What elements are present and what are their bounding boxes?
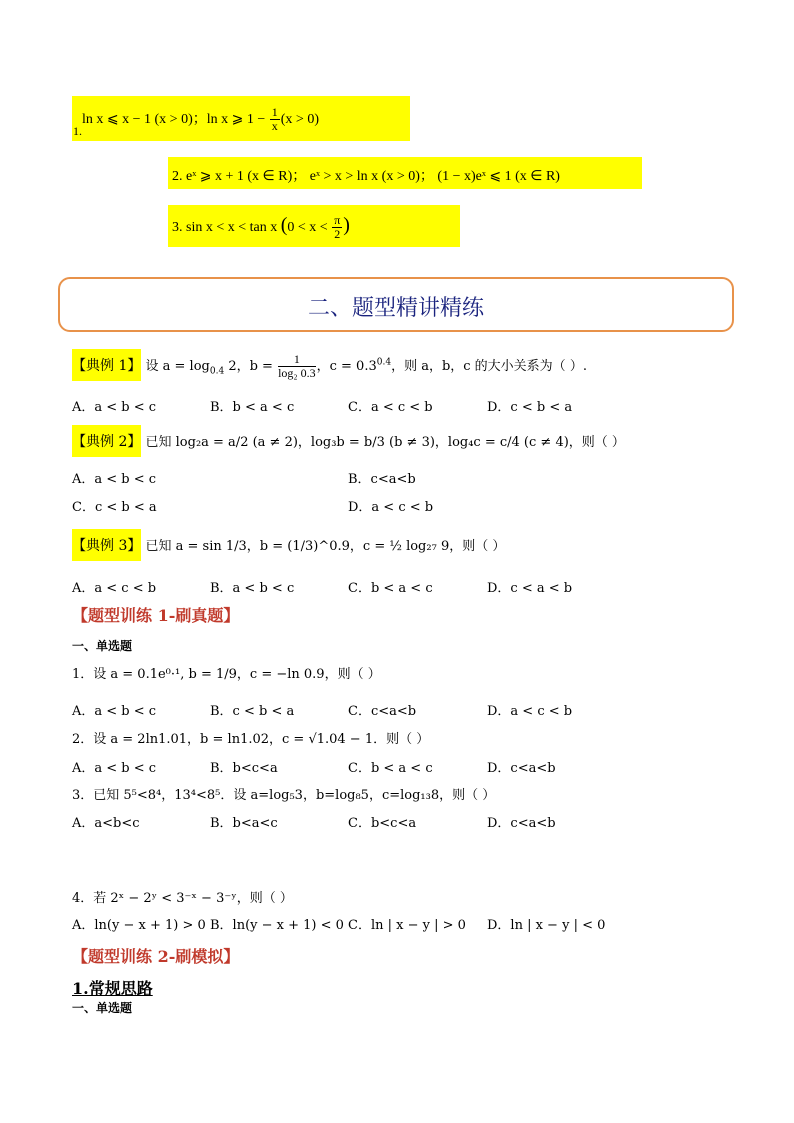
example-2-option-a: A．a < b < c bbox=[72, 472, 157, 487]
q2-option-a: A．a < b < c bbox=[72, 761, 157, 776]
example-3-option-d: D．c < a < b bbox=[487, 581, 573, 596]
q3-option-c: C．b<c<a bbox=[348, 816, 417, 831]
formula-3: 3. sin x < x < tan x (0 < x < $\frac{\pi}{2}$ ) bbox=[172, 213, 350, 242]
example-3-stem: 【典例 3】 已知 a = sin 1/3，b = (1/3)^0.9，c = ½ log₂₇ 9，则（ ） bbox=[72, 529, 505, 561]
example-3-option-c: C．b < a < c bbox=[348, 581, 433, 596]
section-title: 二、题型精讲精练 bbox=[307, 296, 484, 321]
q4-option-a: A．ln(y − x + 1) > 0 bbox=[72, 918, 206, 933]
q4-option-d: D．ln | x − y | < 0 bbox=[487, 918, 606, 933]
training-1-q3: 3．已知 5⁵<8⁴，13⁴<8⁵．设 a=log₅3，b=log₈5，c=log₁₃8，则（ ） bbox=[72, 788, 496, 803]
example-2-option-d: D．a < c < b bbox=[348, 500, 434, 515]
q4-option-b: B．ln(y − x + 1) < 0 bbox=[210, 918, 344, 933]
q1-option-c: C．c<a<b bbox=[348, 704, 417, 719]
example-2-stem: 【典例 2】 已知 log₂a = a/2 (a ≠ 2)，log₃b = b/3 (b ≠ 3)，log₄c = c/4 (c ≠ 4)，则（ ） bbox=[72, 425, 625, 457]
example-1-stem: 【典例 1】 设 $a = \log_{0.4} 2$，b = $\frac{1}{\text{log₂ 0.3}}$ ，$c = 0.3^{0.4}$，则 a，b，c 的大小关系为（ ）. bbox=[72, 349, 587, 381]
example-1-option-b: B．b < a < c bbox=[210, 400, 295, 415]
training-2-section: 一、单选题 bbox=[72, 1001, 133, 1015]
training-1-subheader: 一、单选题 bbox=[72, 639, 133, 653]
training-1-q2: 2．设 a = 2ln1.01，b = ln1.02，c = √1.04 − 1．则（ ） bbox=[72, 732, 430, 747]
example-3-tag: 【典例 3】 bbox=[72, 529, 141, 561]
formula-1: ln x ⩽ x − 1 (x > 0)；ln x ⩾ 1 − $\frac{1}{x}$ (x > 0) bbox=[82, 105, 319, 134]
q2-option-c: C．b < a < c bbox=[348, 761, 433, 776]
training-1-q4: 4．若 2ˣ − 2ʸ < 3⁻ˣ − 3⁻ʸ，则（ ） bbox=[72, 891, 293, 906]
q2-option-d: D．c<a<b bbox=[487, 761, 556, 776]
q3-option-b: B．b<a<c bbox=[210, 816, 278, 831]
training-1-q1: 1．设 a = 0.1e⁰·¹, b = 1/9，c = −ln 0.9，则（ ） bbox=[72, 667, 381, 682]
q1-option-a: A．a < b < c bbox=[72, 704, 157, 719]
training-2-subheader: 1.常规思路 bbox=[72, 979, 153, 998]
example-1-tag: 【典例 1】 bbox=[72, 349, 141, 381]
example-3-option-b: B．a < b < c bbox=[210, 581, 295, 596]
example-2-tag: 【典例 2】 bbox=[72, 425, 141, 457]
formula-2: 2. eˣ ⩾ x + 1 (x ∈ R)； eˣ > x > ln x (x > 0)； (1 − x)eˣ ⩽ 1 (x ∈ R) bbox=[172, 169, 560, 184]
example-1-option-d: D．c < b < a bbox=[487, 400, 573, 415]
example-2-option-c: C．c < b < a bbox=[72, 500, 157, 515]
example-2-option-b: B．c<a<b bbox=[348, 472, 416, 487]
formula-1-label: 1. bbox=[73, 124, 82, 138]
training-1-header: 【题型训练 1-刷真题】 bbox=[72, 606, 240, 625]
example-1-option-a: A．a < b < c bbox=[72, 400, 157, 415]
q1-option-b: B．c < b < a bbox=[210, 704, 295, 719]
q2-option-b: B．b<c<a bbox=[210, 761, 278, 776]
q1-option-d: D．a < c < b bbox=[487, 704, 573, 719]
q3-option-a: A．a<b<c bbox=[72, 816, 140, 831]
training-2-header: 【题型训练 2-刷模拟】 bbox=[72, 947, 240, 966]
q3-option-d: D．c<a<b bbox=[487, 816, 556, 831]
example-1-option-c: C．a < c < b bbox=[348, 400, 433, 415]
example-3-option-a: A．a < c < b bbox=[72, 581, 157, 596]
section-title-box bbox=[58, 277, 734, 332]
q4-option-c: C．ln | x − y | > 0 bbox=[348, 918, 466, 933]
